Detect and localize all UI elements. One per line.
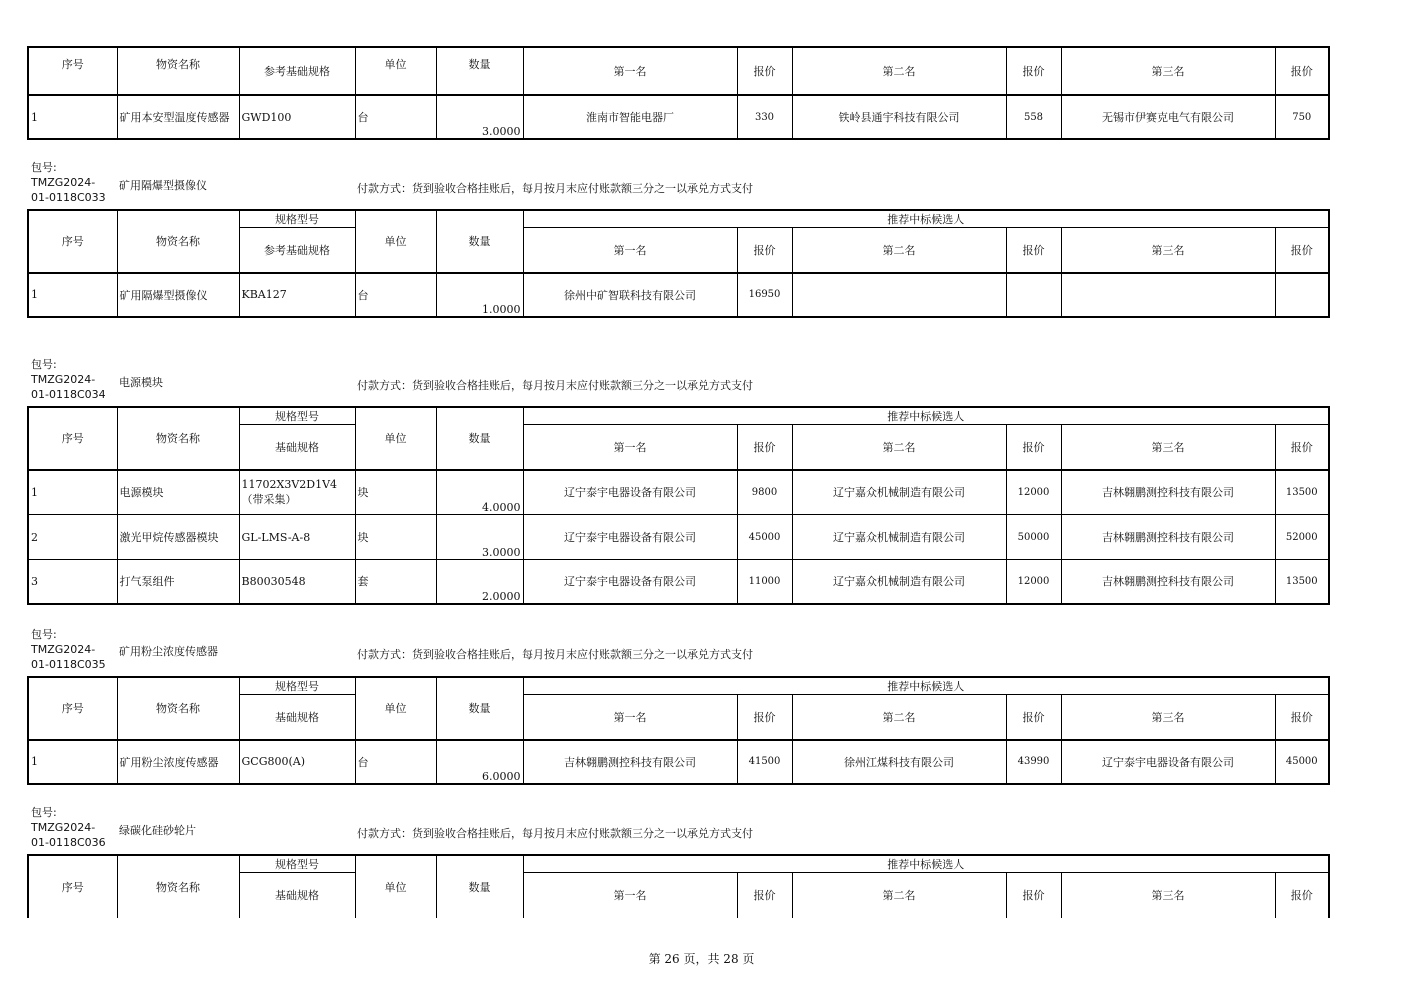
header-spec-ref: 参考基础规格 bbox=[239, 228, 355, 273]
cell-price-3: 52000 bbox=[1275, 515, 1329, 560]
package-code-b: 01-0118C034 bbox=[31, 388, 106, 401]
table-row bbox=[28, 740, 1329, 784]
cell-spec: B80030548 bbox=[239, 560, 355, 604]
cell-spec: GWD100 bbox=[239, 95, 355, 139]
header-name: 物资名称 bbox=[117, 855, 239, 918]
cell-first: 辽宁泰宇电器设备有限公司 bbox=[523, 470, 737, 515]
header-seq: 序号 bbox=[28, 407, 117, 470]
package-35-table bbox=[27, 676, 1330, 785]
package-code-a: TMZG2024- bbox=[31, 373, 96, 386]
cell-seq: 1 bbox=[28, 740, 117, 784]
cell-unit: 块 bbox=[355, 470, 436, 515]
cell-third: 吉林翱鹏测控科技有限公司 bbox=[1061, 560, 1275, 604]
header-seq: 序号 bbox=[28, 210, 117, 273]
header-price-3: 报价 bbox=[1275, 228, 1329, 273]
cell-name: 电源模块 bbox=[117, 470, 239, 515]
header-seq: 序号 bbox=[28, 677, 117, 740]
cell-price-2: 12000 bbox=[1006, 560, 1061, 604]
package-35-name: 矿用粉尘浓度传感器 bbox=[119, 645, 218, 658]
header-spec-group: 规格型号 bbox=[239, 855, 355, 873]
cell-second: 辽宁嘉众机械制造有限公司 bbox=[792, 560, 1006, 604]
header-qty: 数量 bbox=[436, 407, 523, 470]
header-spec-group: 规格型号 bbox=[239, 407, 355, 425]
header-name: 物资名称 bbox=[117, 47, 239, 95]
cell-seq: 1 bbox=[28, 470, 117, 515]
package-33-code bbox=[31, 160, 106, 205]
cell-second: 辽宁嘉众机械制造有限公司 bbox=[792, 470, 1006, 515]
header-price-1: 报价 bbox=[737, 425, 792, 470]
cell-spec: GL-LMS-A-8 bbox=[239, 515, 355, 560]
cell-name: 矿用本安型温度传感器 bbox=[117, 95, 239, 139]
header-candidates: 推荐中标候选人 bbox=[523, 677, 1329, 695]
package-33-payment: 付款方式：货到验收合格挂账后，每月按月末应付账款额三分之一以承兑方式支付 bbox=[357, 182, 753, 195]
package-34-table bbox=[27, 406, 1330, 605]
cell-qty: 6.0000 bbox=[436, 740, 523, 784]
package-label: 包号: bbox=[31, 161, 57, 174]
header-name: 物资名称 bbox=[117, 677, 239, 740]
header-second: 第二名 bbox=[792, 47, 1006, 95]
header-price-2: 报价 bbox=[1006, 228, 1061, 273]
header-qty: 数量 bbox=[436, 855, 523, 918]
header-seq: 序号 bbox=[28, 855, 117, 918]
cell-price-1: 45000 bbox=[737, 515, 792, 560]
header-spec-basic: 基础规格 bbox=[239, 425, 355, 470]
cell-second: 徐州江煤科技有限公司 bbox=[792, 740, 1006, 784]
cell-unit: 套 bbox=[355, 560, 436, 604]
package-36-code bbox=[31, 805, 106, 850]
header-second: 第二名 bbox=[792, 228, 1006, 273]
package-code-a: TMZG2024- bbox=[31, 643, 96, 656]
cell-name: 激光甲烷传感器模块 bbox=[117, 515, 239, 560]
cell-name: 矿用隔爆型摄像仪 bbox=[117, 273, 239, 317]
header-third: 第三名 bbox=[1061, 228, 1275, 273]
cell-second: 辽宁嘉众机械制造有限公司 bbox=[792, 515, 1006, 560]
header-price-2: 报价 bbox=[1006, 47, 1061, 95]
header-spec-group: 规格型号 bbox=[239, 677, 355, 695]
cell-spec: KBA127 bbox=[239, 273, 355, 317]
header-spec-ref: 参考基础规格 bbox=[239, 47, 355, 95]
header-spec-basic: 基础规格 bbox=[239, 873, 355, 918]
cell-seq: 2 bbox=[28, 515, 117, 560]
table-row bbox=[28, 470, 1329, 515]
package-32-table bbox=[27, 46, 1330, 140]
cell-first: 徐州中矿智联科技有限公司 bbox=[523, 273, 737, 317]
package-label: 包号: bbox=[31, 358, 57, 371]
package-34-payment: 付款方式：货到验收合格挂账后，每月按月末应付账款额三分之一以承兑方式支付 bbox=[357, 379, 753, 392]
header-spec-group: 规格型号 bbox=[239, 210, 355, 228]
table-row bbox=[28, 560, 1329, 604]
header-second: 第二名 bbox=[792, 425, 1006, 470]
cell-qty: 3.0000 bbox=[436, 515, 523, 560]
package-35-code bbox=[31, 627, 106, 672]
header-third: 第三名 bbox=[1061, 425, 1275, 470]
header-price-1: 报价 bbox=[737, 873, 792, 918]
header-price-2: 报价 bbox=[1006, 425, 1061, 470]
cell-qty: 3.0000 bbox=[436, 95, 523, 139]
cell-price-1: 330 bbox=[737, 95, 792, 139]
header-qty: 数量 bbox=[436, 47, 523, 95]
cell-price-3: 13500 bbox=[1275, 560, 1329, 604]
cell-price-2: 43990 bbox=[1006, 740, 1061, 784]
cell-qty: 1.0000 bbox=[436, 273, 523, 317]
header-price-3: 报价 bbox=[1275, 873, 1329, 918]
header-third: 第三名 bbox=[1061, 695, 1275, 740]
cell-price-3: 45000 bbox=[1275, 740, 1329, 784]
header-third: 第三名 bbox=[1061, 873, 1275, 918]
header-unit: 单位 bbox=[355, 47, 436, 95]
header-price-3: 报价 bbox=[1275, 695, 1329, 740]
cell-price-1: 16950 bbox=[737, 273, 792, 317]
package-36-name: 绿碳化硅砂轮片 bbox=[119, 824, 196, 837]
package-34-name: 电源模块 bbox=[119, 376, 163, 389]
header-price-2: 报价 bbox=[1006, 873, 1061, 918]
header-second: 第二名 bbox=[792, 695, 1006, 740]
package-label: 包号: bbox=[31, 628, 57, 641]
header-first: 第一名 bbox=[523, 228, 737, 273]
package-code-a: TMZG2024- bbox=[31, 821, 96, 834]
cell-unit: 台 bbox=[355, 740, 436, 784]
cell-third: 辽宁泰宇电器设备有限公司 bbox=[1061, 740, 1275, 784]
header-qty: 数量 bbox=[436, 677, 523, 740]
cell-price-3 bbox=[1275, 273, 1329, 317]
package-36-table bbox=[27, 854, 1330, 918]
header-unit: 单位 bbox=[355, 677, 436, 740]
cell-price-3: 750 bbox=[1275, 95, 1329, 139]
package-code-a: TMZG2024- bbox=[31, 176, 96, 189]
cell-qty: 2.0000 bbox=[436, 560, 523, 604]
header-seq: 序号 bbox=[28, 47, 117, 95]
header-candidates: 推荐中标候选人 bbox=[523, 210, 1329, 228]
header-first: 第一名 bbox=[523, 425, 737, 470]
cell-unit: 台 bbox=[355, 273, 436, 317]
header-first: 第一名 bbox=[523, 873, 737, 918]
header-price-1: 报价 bbox=[737, 228, 792, 273]
package-code-b: 01-0118C035 bbox=[31, 658, 106, 671]
package-33-table bbox=[27, 209, 1330, 318]
cell-first: 淮南市智能电器厂 bbox=[523, 95, 737, 139]
cell-third bbox=[1061, 273, 1275, 317]
header-price-1: 报价 bbox=[737, 47, 792, 95]
cell-qty: 4.0000 bbox=[436, 470, 523, 515]
cell-seq: 1 bbox=[28, 95, 117, 139]
cell-spec: GCG800(A) bbox=[239, 740, 355, 784]
header-name: 物资名称 bbox=[117, 407, 239, 470]
cell-name: 打气泵组件 bbox=[117, 560, 239, 604]
page-footer: 第 26 页，共 28 页 bbox=[648, 952, 755, 966]
package-code-b: 01-0118C036 bbox=[31, 836, 106, 849]
cell-first: 辽宁泰宇电器设备有限公司 bbox=[523, 515, 737, 560]
cell-second bbox=[792, 273, 1006, 317]
header-candidates: 推荐中标候选人 bbox=[523, 407, 1329, 425]
header-price-3: 报价 bbox=[1275, 425, 1329, 470]
header-unit: 单位 bbox=[355, 210, 436, 273]
header-third: 第三名 bbox=[1061, 47, 1275, 95]
cell-seq: 1 bbox=[28, 273, 117, 317]
cell-price-1: 41500 bbox=[737, 740, 792, 784]
cell-first: 吉林翱鹏测控科技有限公司 bbox=[523, 740, 737, 784]
package-code-b: 01-0118C033 bbox=[31, 191, 106, 204]
cell-first: 辽宁泰宇电器设备有限公司 bbox=[523, 560, 737, 604]
package-36-payment: 付款方式：货到验收合格挂账后，每月按月末应付账款额三分之一以承兑方式支付 bbox=[357, 827, 753, 840]
cell-price-1: 11000 bbox=[737, 560, 792, 604]
header-candidates: 推荐中标候选人 bbox=[523, 855, 1329, 873]
package-34-code bbox=[31, 357, 106, 402]
header-spec-basic: 基础规格 bbox=[239, 695, 355, 740]
cell-spec: 11702X3V2D1V4（带采集） bbox=[239, 470, 355, 515]
cell-third: 吉林翱鹏测控科技有限公司 bbox=[1061, 470, 1275, 515]
cell-price-3: 13500 bbox=[1275, 470, 1329, 515]
cell-price-2: 558 bbox=[1006, 95, 1061, 139]
header-first: 第一名 bbox=[523, 695, 737, 740]
package-label: 包号: bbox=[31, 806, 57, 819]
cell-name: 矿用粉尘浓度传感器 bbox=[117, 740, 239, 784]
header-price-2: 报价 bbox=[1006, 695, 1061, 740]
cell-second: 铁岭县通宇科技有限公司 bbox=[792, 95, 1006, 139]
header-unit: 单位 bbox=[355, 855, 436, 918]
header-qty: 数量 bbox=[436, 210, 523, 273]
cell-unit: 块 bbox=[355, 515, 436, 560]
cell-price-1: 9800 bbox=[737, 470, 792, 515]
cell-seq: 3 bbox=[28, 560, 117, 604]
package-33-name: 矿用隔爆型摄像仪 bbox=[119, 179, 207, 192]
cell-third: 吉林翱鹏测控科技有限公司 bbox=[1061, 515, 1275, 560]
header-first: 第一名 bbox=[523, 47, 737, 95]
cell-unit: 台 bbox=[355, 95, 436, 139]
cell-price-2: 12000 bbox=[1006, 470, 1061, 515]
cell-price-2: 50000 bbox=[1006, 515, 1061, 560]
cell-third: 无锡市伊赛克电气有限公司 bbox=[1061, 95, 1275, 139]
header-price-1: 报价 bbox=[737, 695, 792, 740]
header-unit: 单位 bbox=[355, 407, 436, 470]
header-second: 第二名 bbox=[792, 873, 1006, 918]
package-35-payment: 付款方式：货到验收合格挂账后，每月按月末应付账款额三分之一以承兑方式支付 bbox=[357, 648, 753, 661]
table-row bbox=[28, 515, 1329, 560]
header-price-3: 报价 bbox=[1275, 47, 1329, 95]
header-name: 物资名称 bbox=[117, 210, 239, 273]
cell-price-2 bbox=[1006, 273, 1061, 317]
